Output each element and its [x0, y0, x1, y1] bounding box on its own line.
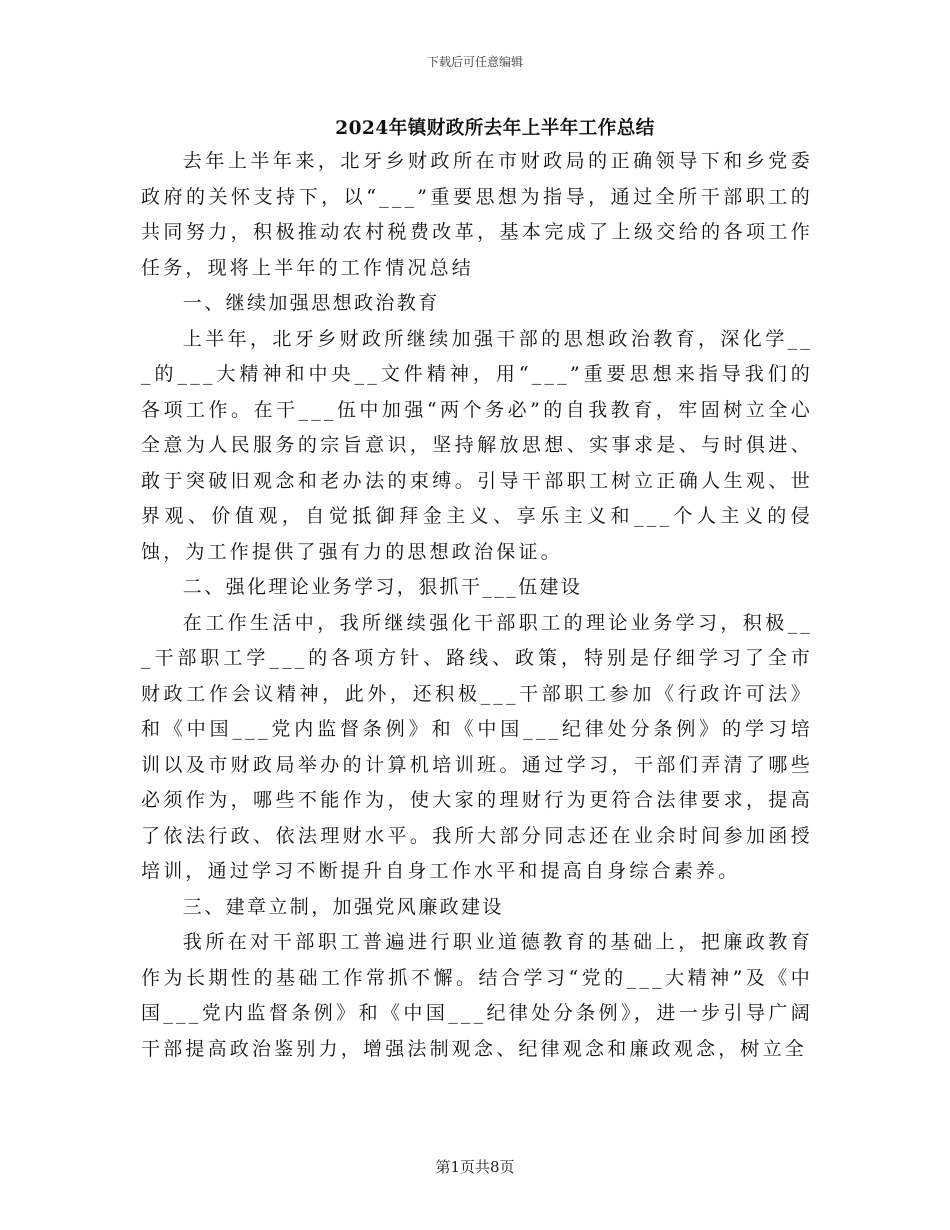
section-3-paragraph: 我所在对干部职工普遍进行职业道德教育的基础上，把廉政教育作为长期性的基础工作常抓不懈。结合学习“党的___大精神”及《中国___党内监督条例》和《中国___纪律处分条例》，进一步引导广阔干部提高政治鉴别力，增强法制观念、纪律观念和廉政观念，树立全	[141, 931, 813, 1060]
page-header-note: 下载后可任意编辑	[426, 55, 523, 69]
section-heading-2: 二、强化理论业务学习，狠抓干___伍建设	[182, 576, 583, 598]
section-2-paragraph: 在工作生活中，我所继续强化干部职工的理论业务学习，积极___干部职工学___的各项方针、路线、政策，特别是仔细学习了全市财政工作会议精神，此外，还积极___干部职工参加《行政许可法》和《中国___党内监督条例》和《中国___纪律处分条例》的学习培训以及市财政局举办的计算机培训班。通过学习，干部们弄清了哪些必须作为，哪些不能作为，使大家的理财行为更符合法律要求，提高了依法行政、依法理财水平。我所大部分同志还在业余时间参加函授培训，通过学习不断提升自身工作水平和提高自身综合素养。	[141, 611, 813, 882]
section-1-paragraph: 上半年，北牙乡财政所继续加强干部的思想政治教育，深化学___的___大精神和中央__文件精神，用“___”重要思想来指导我们的各项工作。在干___伍中加强“两个务必”的自我教育，牢固树立全心全意为人民服务的宗旨意识，坚持解放思想、实事求是、与时俱进、敢于突破旧观念和老办法的束缚。引导干部职工树立正确人生观、世界观、价值观，自觉抵御拜金主义、享乐主义和___个人主义的侵蚀，为工作提供了强有力的思想政治保证。	[141, 327, 813, 563]
section-heading-1: 一、继续加强思想政治教育	[182, 292, 440, 314]
document-title: 2024年镇财政所去年上半年工作总结	[335, 118, 655, 139]
page-number: 第1页共8页	[435, 1158, 515, 1176]
section-heading-3: 三、建章立制，加强党风廉政建设	[182, 895, 504, 918]
intro-paragraph: 去年上半年来，北牙乡财政所在市财政局的正确领导下和乡党委政府的关怀支持下，以“___”重要思想为指导，通过全所干部职工的共同努力，积极推动农村税费改革，基本完成了上级交给的各项工作任务，现将上半年的工作情况总结	[141, 150, 813, 279]
document-body	[141, 144, 813, 1067]
